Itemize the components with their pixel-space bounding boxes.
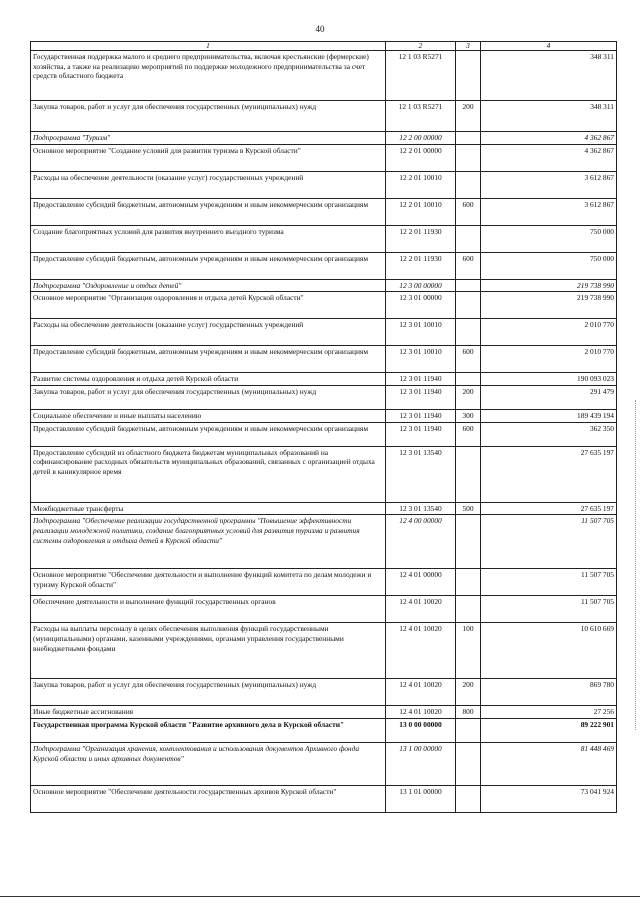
row-name-cell: Предоставление субсидий бюджетным, автономным учреждениям и иным некоммерческим организациям bbox=[31, 346, 386, 373]
table-row bbox=[31, 679, 617, 706]
column-number-code: 2 bbox=[386, 42, 456, 51]
table-row bbox=[31, 718, 617, 742]
row-name-cell: Подпрограмма "Обеспечение реализации государственной программы "Повышение эффективности реализации молодежной политики, создание благоприятных условий для развития туризма и развития системы оздоровления и отдыха детей в Курской области" bbox=[31, 515, 386, 569]
row-sum-cell: 11 507 705 bbox=[481, 515, 617, 569]
row-name-cell: Предоставление субсидий бюджетным, автономным учреждениям и иным некоммерческим организациям bbox=[31, 252, 386, 279]
row-expense-type-cell bbox=[456, 569, 481, 596]
table-row bbox=[31, 101, 617, 132]
table-row bbox=[31, 292, 617, 319]
row-code-cell: 12 3 01 00000 bbox=[386, 292, 456, 319]
row-name-cell: Основное мероприятие "Обеспечение деятельности и выполнение функций комитета по делам молодежи и туризму Курской области" bbox=[31, 569, 386, 596]
row-sum-cell: 10 610 669 bbox=[481, 623, 617, 679]
row-expense-type-cell bbox=[456, 785, 481, 812]
row-expense-type-cell: 300 bbox=[456, 410, 481, 423]
table-row bbox=[31, 706, 617, 719]
row-expense-type-cell bbox=[456, 718, 481, 742]
row-expense-type-cell bbox=[456, 279, 481, 292]
row-expense-type-cell bbox=[456, 51, 481, 101]
table-row bbox=[31, 319, 617, 346]
budget-table-body bbox=[31, 51, 617, 813]
row-expense-type-cell bbox=[456, 319, 481, 346]
row-code-cell: 13 1 01 00000 bbox=[386, 785, 456, 812]
row-code-cell: 12 3 01 11940 bbox=[386, 386, 456, 410]
table-row bbox=[31, 373, 617, 386]
row-sum-cell: 73 041 924 bbox=[481, 785, 617, 812]
row-name-cell: Государственная поддержка малого и среднего предпринимательства, включая крестьянские (фермерские) хозяйства, а также на реализацию мероприятий по поддержке молодежного предпринимательства за счет средств областного бюджета bbox=[31, 51, 386, 101]
row-name-cell: Создание благоприятных условий для развития внутреннего въездного туризма bbox=[31, 225, 386, 252]
row-expense-type-cell: 800 bbox=[456, 706, 481, 719]
row-code-cell: 12 3 01 11940 bbox=[386, 410, 456, 423]
table-row bbox=[31, 596, 617, 623]
row-sum-cell: 11 507 705 bbox=[481, 596, 617, 623]
row-sum-cell: 291 479 bbox=[481, 386, 617, 410]
row-code-cell: 12 3 00 00000 bbox=[386, 279, 456, 292]
column-number-row bbox=[31, 42, 617, 51]
row-name-cell: Основное мероприятие "Организация оздоровления и отдыха детей Курской области" bbox=[31, 292, 386, 319]
row-sum-cell: 219 738 990 bbox=[481, 279, 617, 292]
row-code-cell: 12 3 01 10010 bbox=[386, 346, 456, 373]
row-name-cell: Закупка товаров, работ и услуг для обеспечения государственных (муниципальных) нужд bbox=[31, 679, 386, 706]
row-code-cell: 12 2 00 00000 bbox=[386, 132, 456, 145]
row-sum-cell: 27 635 197 bbox=[481, 446, 617, 502]
row-name-cell: Расходы на обеспечение деятельности (оказание услуг) государственных учреждений bbox=[31, 319, 386, 346]
table-row bbox=[31, 515, 617, 569]
row-expense-type-cell: 600 bbox=[456, 422, 481, 446]
row-expense-type-cell bbox=[456, 596, 481, 623]
row-expense-type-cell: 600 bbox=[456, 252, 481, 279]
row-expense-type-cell: 200 bbox=[456, 679, 481, 706]
column-number-vr: 3 bbox=[456, 42, 481, 51]
table-row bbox=[31, 623, 617, 679]
row-name-cell: Подпрограмма "Туризм" bbox=[31, 132, 386, 145]
table-row bbox=[31, 346, 617, 373]
row-sum-cell: 190 093 023 bbox=[481, 373, 617, 386]
row-sum-cell: 362 350 bbox=[481, 422, 617, 446]
table-row bbox=[31, 446, 617, 502]
row-sum-cell: 4 362 867 bbox=[481, 132, 617, 145]
page-number: 40 bbox=[315, 24, 325, 34]
row-sum-cell: 2 010 770 bbox=[481, 319, 617, 346]
row-expense-type-cell: 500 bbox=[456, 502, 481, 515]
row-expense-type-cell bbox=[456, 742, 481, 785]
row-code-cell: 12 1 03 R5271 bbox=[386, 101, 456, 132]
row-sum-cell: 3 612 867 bbox=[481, 198, 617, 225]
table-row bbox=[31, 502, 617, 515]
row-code-cell: 12 3 01 13540 bbox=[386, 502, 456, 515]
row-name-cell: Межбюджетные трансферты bbox=[31, 502, 386, 515]
row-sum-cell: 81 448 469 bbox=[481, 742, 617, 785]
scan-edge-mark bbox=[635, 400, 637, 730]
bottom-rule bbox=[0, 896, 640, 897]
row-name-cell: Закупка товаров, работ и услуг для обеспечения государственных (муниципальных) нужд bbox=[31, 101, 386, 132]
row-sum-cell: 4 362 867 bbox=[481, 144, 617, 171]
row-expense-type-cell bbox=[456, 132, 481, 145]
row-expense-type-cell bbox=[456, 373, 481, 386]
table-row bbox=[31, 252, 617, 279]
row-code-cell: 12 2 01 10010 bbox=[386, 171, 456, 198]
row-name-cell: Подпрограмма "Организация хранения, комплектования и использования документов Архивного фонда Курской области и иных архивных документов" bbox=[31, 742, 386, 785]
table-row bbox=[31, 198, 617, 225]
table-row bbox=[31, 785, 617, 812]
row-expense-type-cell: 200 bbox=[456, 101, 481, 132]
row-expense-type-cell: 200 bbox=[456, 386, 481, 410]
row-code-cell: 12 1 03 R5271 bbox=[386, 51, 456, 101]
budget-table bbox=[30, 41, 617, 813]
row-code-cell: 12 2 01 11930 bbox=[386, 225, 456, 252]
row-expense-type-cell: 600 bbox=[456, 346, 481, 373]
row-name-cell: Обеспечение деятельности и выполнение функций государственных органов bbox=[31, 596, 386, 623]
row-name-cell: Основное мероприятие "Обеспечение деятельности государственных архивов Курской области" bbox=[31, 785, 386, 812]
row-sum-cell: 2 010 770 bbox=[481, 346, 617, 373]
table-row bbox=[31, 225, 617, 252]
table-row bbox=[31, 144, 617, 171]
row-code-cell: 12 3 01 13540 bbox=[386, 446, 456, 502]
table-row bbox=[31, 51, 617, 101]
row-sum-cell: 27 256 bbox=[481, 706, 617, 719]
row-name-cell: Расходы на обеспечение деятельности (оказание услуг) государственных учреждений bbox=[31, 171, 386, 198]
row-sum-cell: 219 738 990 bbox=[481, 292, 617, 319]
row-code-cell: 12 4 01 00000 bbox=[386, 569, 456, 596]
row-name-cell: Предоставление субсидий бюджетным, автономным учреждениям и иным некоммерческим организациям bbox=[31, 422, 386, 446]
table-row bbox=[31, 742, 617, 785]
row-sum-cell: 348 311 bbox=[481, 51, 617, 101]
row-expense-type-cell: 600 bbox=[456, 198, 481, 225]
row-code-cell: 12 3 01 10010 bbox=[386, 319, 456, 346]
row-code-cell: 12 4 01 10020 bbox=[386, 596, 456, 623]
row-sum-cell: 11 507 705 bbox=[481, 569, 617, 596]
row-expense-type-cell bbox=[456, 446, 481, 502]
row-expense-type-cell bbox=[456, 515, 481, 569]
row-name-cell: Основное мероприятие "Создание условий для развития туризма в Курской области" bbox=[31, 144, 386, 171]
row-sum-cell: 27 635 197 bbox=[481, 502, 617, 515]
table-row bbox=[31, 279, 617, 292]
table-row bbox=[31, 569, 617, 596]
row-code-cell: 12 4 00 00000 bbox=[386, 515, 456, 569]
row-name-cell: Расходы на выплаты персоналу в целях обеспечения выполнения функций государственными (муниципальными) органами, казенными учреждениями, органами управления государственными внебюджетными фондами bbox=[31, 623, 386, 679]
row-name-cell: Предоставление субсидий бюджетным, автономным учреждениям и иным некоммерческим организациям bbox=[31, 198, 386, 225]
row-code-cell: 13 0 00 00000 bbox=[386, 718, 456, 742]
row-expense-type-cell bbox=[456, 292, 481, 319]
column-number-sum: 4 bbox=[481, 42, 617, 51]
row-code-cell: 12 4 01 10020 bbox=[386, 679, 456, 706]
row-name-cell: Закупка товаров, работ и услуг для обеспечения государственных (муниципальных) нужд bbox=[31, 386, 386, 410]
row-code-cell: 12 4 01 10020 bbox=[386, 706, 456, 719]
row-code-cell: 12 2 01 10010 bbox=[386, 198, 456, 225]
table-row bbox=[31, 171, 617, 198]
row-sum-cell: 750 000 bbox=[481, 225, 617, 252]
row-expense-type-cell bbox=[456, 144, 481, 171]
row-name-cell: Социальное обеспечение и иные выплаты населению bbox=[31, 410, 386, 423]
row-name-cell: Государственная программа Курской области "Развитие архивного дела в Курской области" bbox=[31, 718, 386, 742]
column-number-name: 1 bbox=[31, 42, 386, 51]
table-row bbox=[31, 132, 617, 145]
row-sum-cell: 89 222 901 bbox=[481, 718, 617, 742]
row-code-cell: 12 3 01 11940 bbox=[386, 422, 456, 446]
row-code-cell: 12 2 01 11930 bbox=[386, 252, 456, 279]
row-code-cell: 13 1 00 00000 bbox=[386, 742, 456, 785]
row-code-cell: 12 4 01 10020 bbox=[386, 623, 456, 679]
row-sum-cell: 3 612 867 bbox=[481, 171, 617, 198]
row-code-cell: 12 2 01 00000 bbox=[386, 144, 456, 171]
row-sum-cell: 189 439 194 bbox=[481, 410, 617, 423]
row-name-cell: Развитие системы оздоровления и отдыха детей Курской области bbox=[31, 373, 386, 386]
row-expense-type-cell: 100 bbox=[456, 623, 481, 679]
row-expense-type-cell bbox=[456, 225, 481, 252]
row-sum-cell: 348 311 bbox=[481, 101, 617, 132]
row-sum-cell: 869 780 bbox=[481, 679, 617, 706]
row-name-cell: Предоставление субсидий из областного бюджета бюджетам муниципальных образований на софинансирование расходных обязательств муниципальных образований, связанных с организацией отдыха детей в каникулярное время bbox=[31, 446, 386, 502]
row-name-cell: Подпрограмма "Оздоровление и отдых детей" bbox=[31, 279, 386, 292]
table-row bbox=[31, 422, 617, 446]
table-row bbox=[31, 410, 617, 423]
row-sum-cell: 750 000 bbox=[481, 252, 617, 279]
row-expense-type-cell bbox=[456, 171, 481, 198]
row-code-cell: 12 3 01 11940 bbox=[386, 373, 456, 386]
table-row bbox=[31, 386, 617, 410]
row-name-cell: Иные бюджетные ассигнования bbox=[31, 706, 386, 719]
